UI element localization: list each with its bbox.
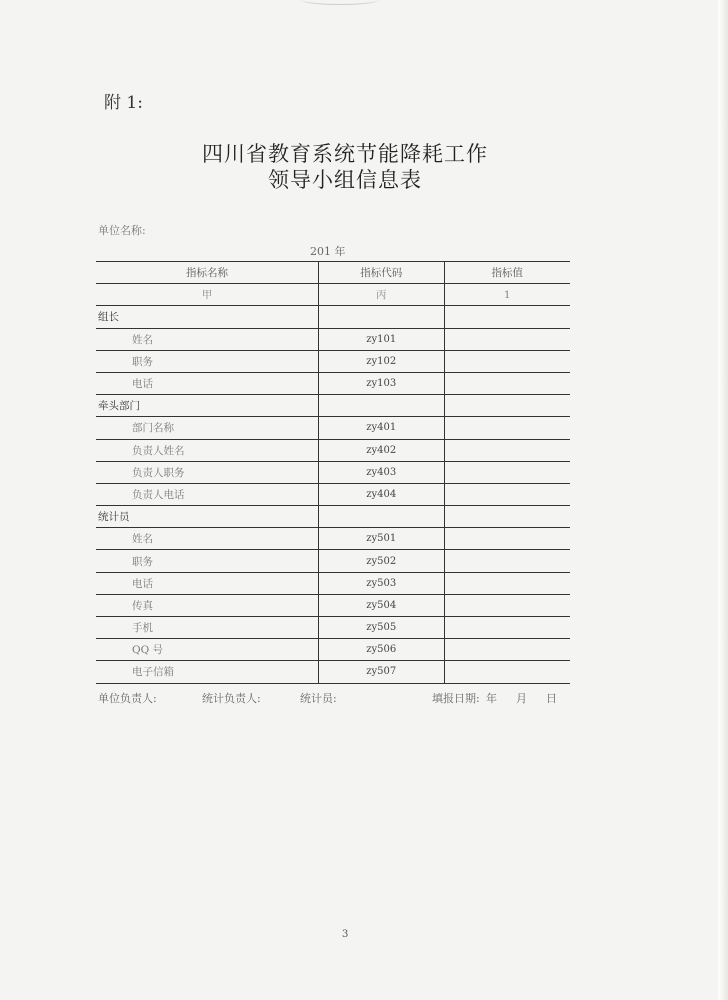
- table-row: [96, 461, 570, 483]
- section-row: [96, 395, 570, 417]
- table-row: [96, 594, 570, 616]
- header-code: 指标代码: [319, 262, 445, 284]
- info-table: [96, 261, 570, 684]
- scan-edge: [718, 0, 728, 1000]
- indicator-name: 负责人职务: [96, 461, 319, 483]
- table-row: [96, 372, 570, 394]
- date-month: 月: [516, 692, 527, 705]
- table-row: [96, 483, 570, 505]
- date-day: 日: [546, 692, 557, 705]
- indicator-name: 电话: [96, 372, 319, 394]
- value-cell[interactable]: [444, 483, 570, 505]
- section-row: [96, 306, 570, 328]
- indicator-code: zy402: [319, 439, 445, 461]
- table-row: [96, 417, 570, 439]
- unit-head-label: 单位负责人:: [98, 692, 157, 705]
- indicator-code: zy501: [319, 528, 445, 550]
- indicator-code: zy404: [319, 483, 445, 505]
- section-row: [96, 506, 570, 528]
- title-line-1: 四川省教育系统节能降耗工作: [202, 142, 488, 166]
- value-cell[interactable]: [444, 617, 570, 639]
- index-row: [96, 284, 570, 306]
- indicator-name: 电话: [96, 572, 319, 594]
- indicator-code: zy507: [319, 661, 445, 683]
- table-row: [96, 439, 570, 461]
- table-row: [96, 328, 570, 350]
- table-row: [96, 661, 570, 683]
- indicator-code: zy506: [319, 639, 445, 661]
- indicator-name: 负责人电话: [96, 483, 319, 505]
- value-cell[interactable]: [444, 594, 570, 616]
- section-title: 牵头部门: [96, 395, 319, 417]
- year-label: 201 年: [310, 245, 346, 258]
- unit-name-label: 单位名称:: [98, 224, 146, 237]
- indicator-name: 负责人姓名: [96, 439, 319, 461]
- indicator-name: 部门名称: [96, 417, 319, 439]
- indicator-name: QQ 号: [96, 639, 319, 661]
- value-cell[interactable]: [444, 572, 570, 594]
- index-name: 甲: [96, 284, 319, 306]
- indicator-code: zy102: [319, 350, 445, 372]
- indicator-code: zy401: [319, 417, 445, 439]
- section-title: 组长: [96, 306, 319, 328]
- header-value: 指标值: [444, 262, 570, 284]
- table-row: [96, 550, 570, 572]
- value-cell[interactable]: [444, 372, 570, 394]
- stat-head-label: 统计负责人:: [202, 692, 261, 705]
- indicator-name: 姓名: [96, 528, 319, 550]
- indicator-code: zy403: [319, 461, 445, 483]
- indicator-code: zy504: [319, 594, 445, 616]
- indicator-code: zy103: [319, 372, 445, 394]
- date-label: 填报日期:: [432, 692, 480, 705]
- value-cell[interactable]: [444, 550, 570, 572]
- value-cell[interactable]: [444, 639, 570, 661]
- indicator-name: 电子信箱: [96, 661, 319, 683]
- value-cell[interactable]: [444, 350, 570, 372]
- indicator-name: 手机: [96, 617, 319, 639]
- value-cell[interactable]: [444, 461, 570, 483]
- value-cell[interactable]: [444, 328, 570, 350]
- statistician-label: 统计员:: [300, 692, 337, 705]
- indicator-code: zy502: [319, 550, 445, 572]
- indicator-name: 传真: [96, 594, 319, 616]
- indicator-name: 职务: [96, 550, 319, 572]
- value-cell[interactable]: [444, 395, 570, 417]
- indicator-code: zy101: [319, 328, 445, 350]
- date-year: 年: [486, 692, 497, 705]
- page-number: 3: [342, 929, 349, 940]
- table-row: [96, 350, 570, 372]
- value-cell[interactable]: [444, 439, 570, 461]
- indicator-name: 职务: [96, 350, 319, 372]
- attachment-label: 附 1:: [104, 93, 143, 113]
- value-cell[interactable]: [444, 528, 570, 550]
- header-row: [96, 262, 570, 284]
- table-row: [96, 572, 570, 594]
- header-name: 指标名称: [96, 262, 319, 284]
- value-cell[interactable]: [444, 506, 570, 528]
- value-cell[interactable]: [444, 661, 570, 683]
- index-code: 丙: [319, 284, 445, 306]
- section-title: 统计员: [96, 506, 319, 528]
- value-cell[interactable]: [444, 306, 570, 328]
- value-cell[interactable]: [444, 417, 570, 439]
- table-row: [96, 528, 570, 550]
- indicator-code: zy503: [319, 572, 445, 594]
- title-line-2: 领导小组信息表: [268, 168, 422, 192]
- table-row: [96, 617, 570, 639]
- scan-mark: [300, 0, 380, 5]
- index-value: 1: [444, 284, 570, 306]
- indicator-code: zy505: [319, 617, 445, 639]
- indicator-name: 姓名: [96, 328, 319, 350]
- table-row: [96, 639, 570, 661]
